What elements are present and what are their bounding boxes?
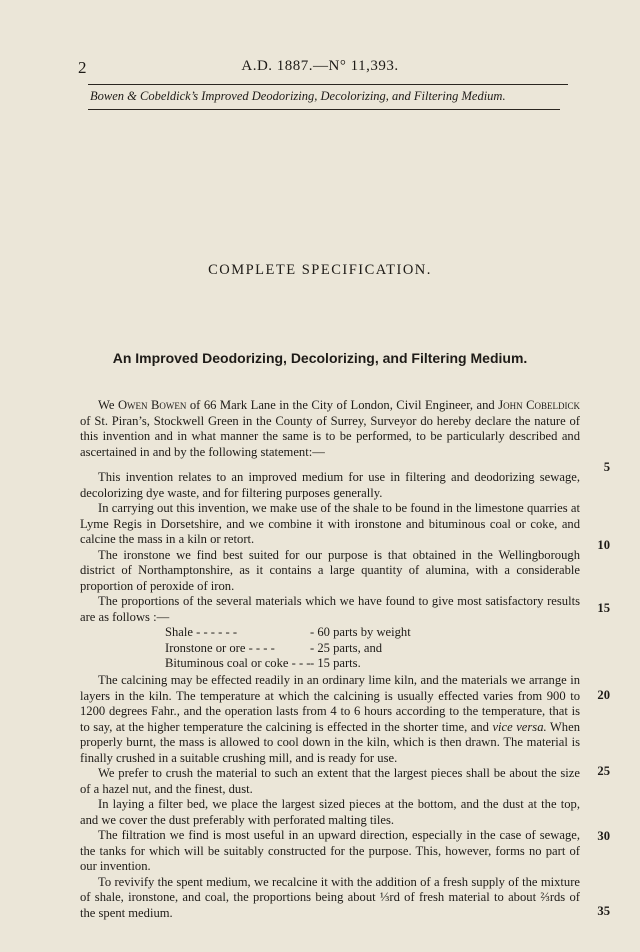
recipe-qty: - 15 parts. [310, 656, 361, 670]
recipe-row [165, 656, 411, 672]
recipe-qty: - 25 parts, and [310, 640, 383, 655]
line-number: 25 [597, 764, 610, 778]
page-number: 2 [78, 58, 87, 77]
line-number: 35 [597, 904, 610, 918]
recipe-row [165, 641, 411, 657]
paragraph-revivify: To revivify the spent medium, we recalcine it with the addition of a fresh supply of the mixture of shale, ironstone, and coal, the proportions being about ⅓rd of fresh material to about ⅔rds of the spent medium. [80, 874, 580, 920]
recipe-item: Shale - - - - - - [165, 625, 238, 639]
paragraph-declaration: We Owen Bowen of 66 Mark Lane in the City of London, Civil Engineer, and John Cobeldick of St. Piran’s, Stockwell Green in the County of Surrey, Surveyor do hereby declare the nature of this invention and in what manner the same is to be performed, to be particularly described and ascertained in and by the following statement:— [80, 398, 580, 459]
recipe-qty: - 60 parts by weight [310, 625, 411, 639]
recipe-table [165, 625, 411, 672]
paragraph-proportions: The proportions of the several materials which we have found to give most satisfactory results are as follows :— [80, 594, 580, 624]
header-rule-bottom [88, 109, 560, 110]
invention-title: An Improved Deodorizing, Decolorizing, and Filtering Medium. [112, 350, 528, 366]
paragraph-relates: This invention relates to an improved medium for use in filtering and deodorizing sewage, decolorizing dye waste, and for filtering purposes generally. [80, 470, 580, 500]
recipe-item: Bituminous coal or coke - - - [165, 656, 311, 670]
paragraph-filter-bed: In laying a filter bed, we place the largest sized pieces at the bottom, and the dust at the top, and we cover the dust preferably with perforated malting tiles. [80, 797, 580, 827]
recipe-item: Ironstone or ore - - - - [165, 640, 275, 655]
paragraph-calcining: The calcining may be effected readily in an ordinary lime kiln, and the materials we arrange in layers in the kiln. The temperature at which the calcining is usually effected varies from 900 to 1200 degrees Fahr., and the operation lasts from 4 to 6 hours according to the temperature, that is to say, at the higher temperature the calcining is effected in the shorter time, and vice versa. When properly burnt, the mass is allowed to cool down in the kiln, which is then drawn. The material is finally crushed in a suitable crushing mill, and is ready for use. [80, 673, 580, 765]
paragraph-ironstone: The ironstone we find best suited for our purpose is that obtained in the Wellingborough district of Northamptonshire, as it contains a large quantity of alumina, with a considerable proportion of peroxide of iron. [80, 547, 580, 593]
line-number: 20 [597, 688, 610, 702]
paragraph-crush: We prefer to crush the material to such an extent that the largest pieces shall be about the size of a hazel nut, and the finest, dust. [80, 766, 580, 796]
patent-subtitle: Bowen & Cobeldick’s Improved Deodorizing, Decolorizing, and Filtering Medium. [90, 89, 506, 103]
recipe-row [165, 625, 411, 641]
paragraph-carrying-out: In carrying out this invention, we make use of the shale to be found in the limestone quarries at Lyme Regis in Dorsetshire, and we combine it with ironstone and bituminous coal or coke, and calcine the mass in a kiln or retort. [80, 501, 580, 546]
running-head: A.D. 1887.—N° 11,393. [241, 58, 399, 74]
spec-title: COMPLETE SPECIFICATION. [208, 262, 432, 278]
line-number: 10 [597, 538, 610, 552]
body-block-2 [80, 673, 580, 921]
header-rule-top [88, 84, 568, 85]
body-block-1 [80, 398, 580, 625]
line-number: 30 [597, 829, 610, 843]
line-number: 5 [603, 460, 610, 474]
line-number: 15 [597, 601, 610, 615]
paragraph-filtration: The filtration we find is most useful in an upward direction, especially in the case of sewage, the tanks for which will be suitably constructed for the purpose. This, however, forms no part of our invention. [80, 828, 580, 873]
